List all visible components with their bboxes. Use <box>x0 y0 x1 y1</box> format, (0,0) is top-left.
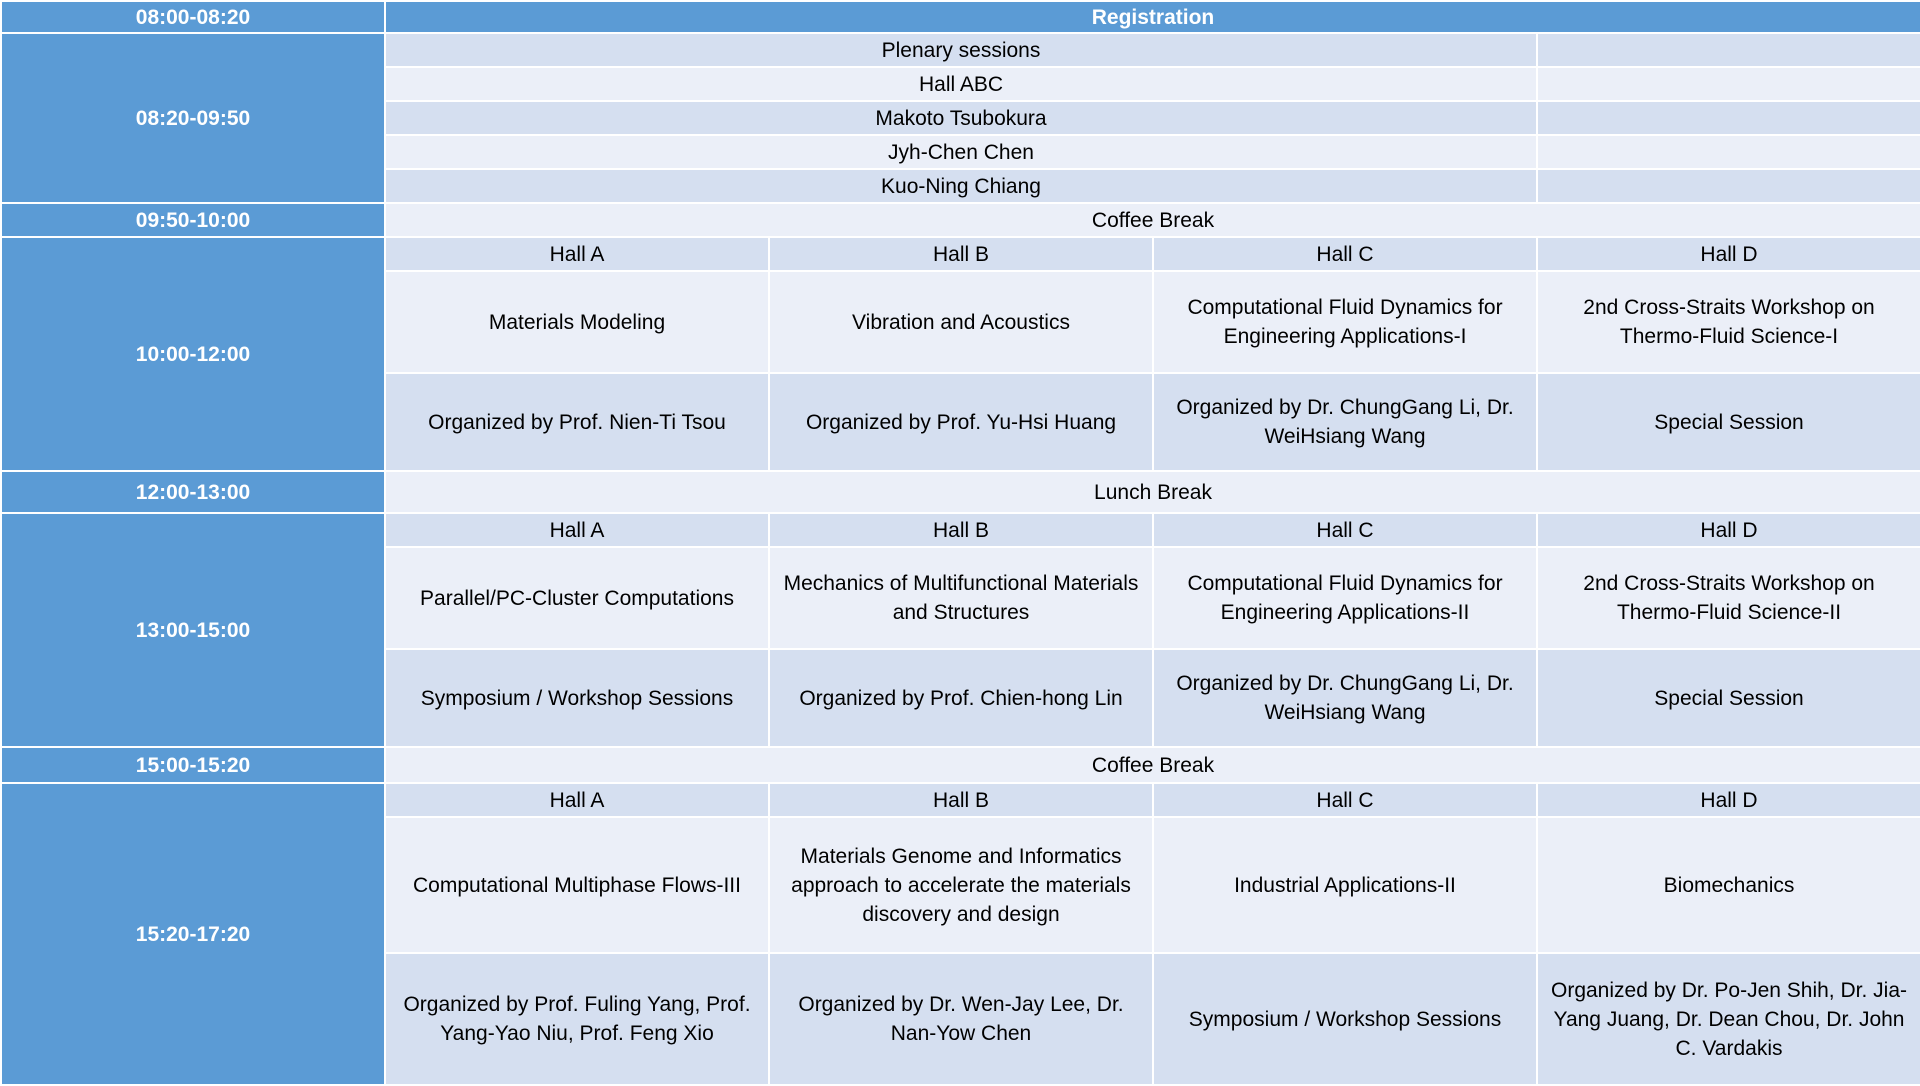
registration-banner: Registration <box>385 1 1920 33</box>
hall-a-header: Hall A <box>385 513 769 547</box>
session-title-hall-c: Industrial Applications-II <box>1153 817 1537 953</box>
plenary-empty-cell <box>1537 33 1920 67</box>
session-organizer-hall-c: Organized by Dr. ChungGang Li, Dr. WeiHsiang Wang <box>1153 649 1537 747</box>
session-title-hall-b: Vibration and Acoustics <box>769 271 1153 373</box>
time-slot-session-1: 10:00-12:00 <box>1 237 385 471</box>
plenary-speaker: Jyh-Chen Chen <box>385 135 1537 169</box>
coffee-break-label: Coffee Break <box>385 203 1920 237</box>
session-title-hall-c: Computational Fluid Dynamics for Engineering Applications-I <box>1153 271 1537 373</box>
time-slot-registration: 08:00-08:20 <box>1 1 385 33</box>
session-title-hall-a: Materials Modeling <box>385 271 769 373</box>
session-title-hall-a: Computational Multiphase Flows-III <box>385 817 769 953</box>
hall-a-header: Hall A <box>385 237 769 271</box>
hall-b-header: Hall B <box>769 783 1153 817</box>
session-organizer-hall-a: Organized by Prof. Nien-Ti Tsou <box>385 373 769 471</box>
hall-header-row <box>1 783 1920 817</box>
session-title-hall-d: 2nd Cross-Straits Workshop on Thermo-Fluid Science-I <box>1537 271 1920 373</box>
plenary-line: Plenary sessions <box>385 33 1537 67</box>
session-organizer-hall-d: Special Session <box>1537 373 1920 471</box>
time-slot-plenary: 08:20-09:50 <box>1 33 385 203</box>
session-title-hall-d: Biomechanics <box>1537 817 1920 953</box>
hall-a-header: Hall A <box>385 783 769 817</box>
registration-row <box>1 1 1920 33</box>
session-organizer-hall-c: Symposium / Workshop Sessions <box>1153 953 1537 1085</box>
time-slot-coffee-break: 09:50-10:00 <box>1 203 385 237</box>
session-title-hall-b: Mechanics of Multifunctional Materials and Structures <box>769 547 1153 649</box>
session-organizer-hall-d: Organized by Dr. Po-Jen Shih, Dr. Jia-Yang Juang, Dr. Dean Chou, Dr. John C. Vardakis <box>1537 953 1920 1085</box>
lunch-break-row <box>1 471 1920 513</box>
session-organizer-hall-a: Organized by Prof. Fuling Yang, Prof. Yang-Yao Niu, Prof. Feng Xio <box>385 953 769 1085</box>
coffee-break-row <box>1 747 1920 783</box>
time-slot-lunch-break: 12:00-13:00 <box>1 471 385 513</box>
plenary-speaker: Kuo-Ning Chiang <box>385 169 1537 203</box>
hall-header-row <box>1 237 1920 271</box>
plenary-line: Hall ABC <box>385 67 1537 101</box>
time-slot-session-2: 13:00-15:00 <box>1 513 385 747</box>
session-organizer-hall-a: Symposium / Workshop Sessions <box>385 649 769 747</box>
session-organizer-hall-c: Organized by Dr. ChungGang Li, Dr. WeiHsiang Wang <box>1153 373 1537 471</box>
plenary-empty-cell <box>1537 135 1920 169</box>
hall-c-header: Hall C <box>1153 513 1537 547</box>
session-organizer-hall-d: Special Session <box>1537 649 1920 747</box>
plenary-empty-cell <box>1537 169 1920 203</box>
hall-header-row <box>1 513 1920 547</box>
time-slot-session-3: 15:20-17:20 <box>1 783 385 1085</box>
hall-d-header: Hall D <box>1537 783 1920 817</box>
hall-b-header: Hall B <box>769 237 1153 271</box>
plenary-speaker: Makoto Tsubokura <box>385 101 1537 135</box>
session-title-hall-d: 2nd Cross-Straits Workshop on Thermo-Fluid Science-II <box>1537 547 1920 649</box>
session-title-hall-a: Parallel/PC-Cluster Computations <box>385 547 769 649</box>
plenary-row <box>1 33 1920 67</box>
coffee-break-row <box>1 203 1920 237</box>
coffee-break-label: Coffee Break <box>385 747 1920 783</box>
plenary-empty-cell <box>1537 101 1920 135</box>
hall-c-header: Hall C <box>1153 783 1537 817</box>
hall-d-header: Hall D <box>1537 513 1920 547</box>
lunch-break-label: Lunch Break <box>385 471 1920 513</box>
hall-c-header: Hall C <box>1153 237 1537 271</box>
hall-d-header: Hall D <box>1537 237 1920 271</box>
session-title-hall-b: Materials Genome and Informatics approach to accelerate the materials discovery and design <box>769 817 1153 953</box>
plenary-empty-cell <box>1537 67 1920 101</box>
session-organizer-hall-b: Organized by Dr. Wen-Jay Lee, Dr. Nan-Yow Chen <box>769 953 1153 1085</box>
session-title-hall-c: Computational Fluid Dynamics for Engineering Applications-II <box>1153 547 1537 649</box>
time-slot-coffee-break: 15:00-15:20 <box>1 747 385 783</box>
session-organizer-hall-b: Organized by Prof. Yu-Hsi Huang <box>769 373 1153 471</box>
hall-b-header: Hall B <box>769 513 1153 547</box>
session-organizer-hall-b: Organized by Prof. Chien-hong Lin <box>769 649 1153 747</box>
